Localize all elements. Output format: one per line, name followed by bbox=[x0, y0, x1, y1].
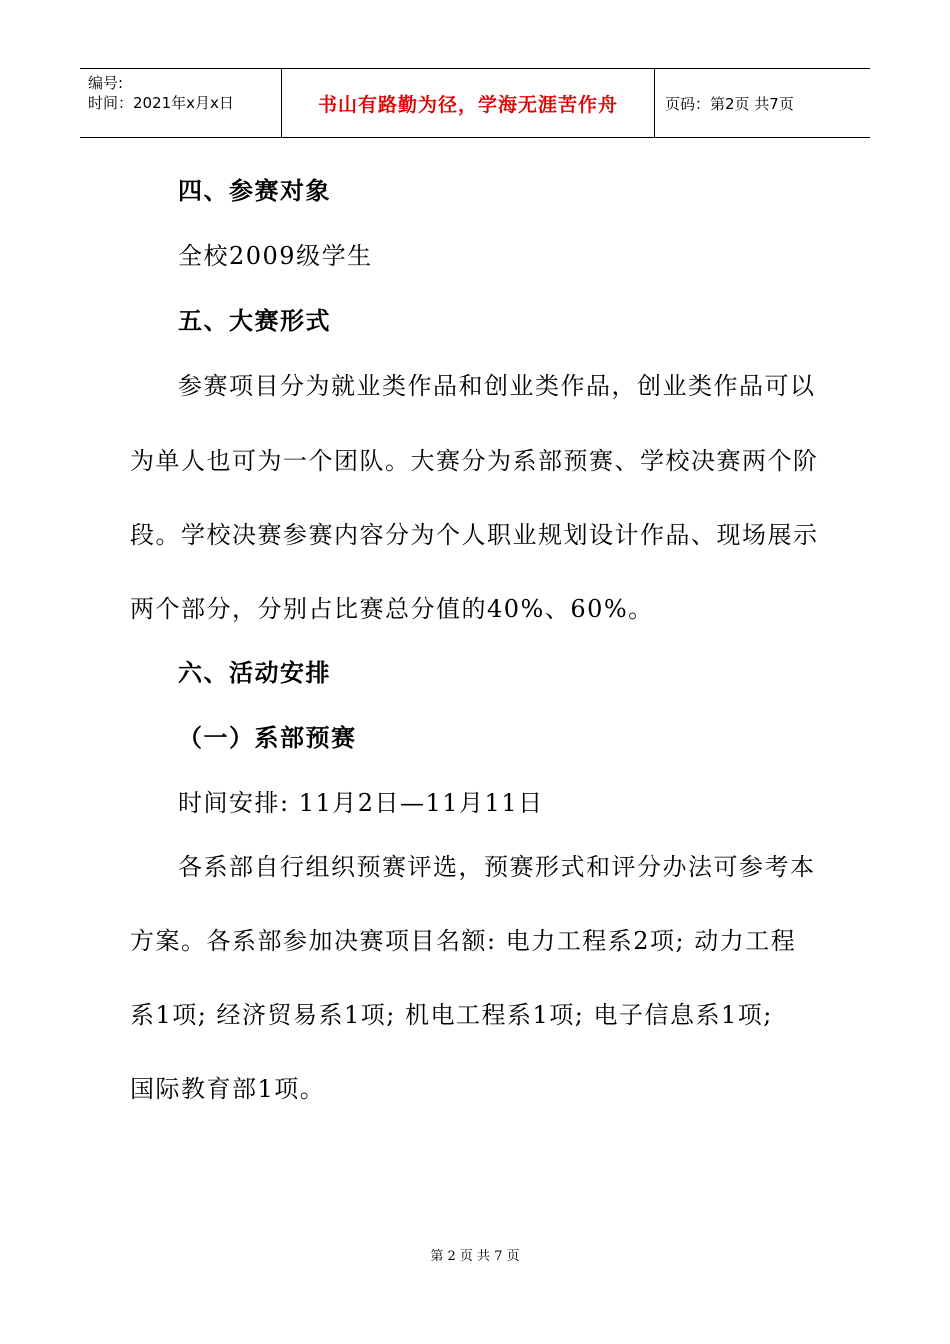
header-motto: 书山有路勤为径，学海无涯苦作舟 bbox=[282, 69, 655, 137]
paragraph-format-line-4: 两个部分，分别占比赛总分值的40%、60%。 bbox=[130, 595, 654, 623]
header-page-info: 页码：第2页 共7页 bbox=[665, 94, 794, 113]
document-number-label: 编号: bbox=[88, 74, 124, 92]
paragraph-preliminary-line-2: 方案。各系部参加决赛项目名额: 电力工程系2项; 动力工程 bbox=[130, 927, 797, 955]
section-heading-4: 四、参赛对象 bbox=[178, 177, 331, 205]
paragraph-preliminary-line-1: 各系部自行组织预赛评选，预赛形式和评分办法可参考本 bbox=[178, 853, 816, 881]
section-heading-5: 五、大赛形式 bbox=[178, 307, 331, 335]
subsection-heading-preliminary: （一）系部预赛 bbox=[178, 724, 357, 752]
header-meta bbox=[80, 69, 282, 137]
paragraph-format-line-1: 参赛项目分为就业类作品和创业类作品，创业类作品可以 bbox=[178, 372, 816, 400]
paragraph-participants: 全校2009级学生 bbox=[178, 242, 373, 270]
paragraph-format-line-3: 段。学校决赛参赛内容分为个人职业规划设计作品、现场展示 bbox=[130, 521, 819, 549]
section-heading-6: 六、活动安排 bbox=[178, 659, 331, 687]
page-header bbox=[80, 68, 870, 138]
paragraph-preliminary-line-4: 国际教育部1项。 bbox=[130, 1075, 326, 1103]
page-footer: 第 2 页 共 7 页 bbox=[430, 1249, 520, 1264]
paragraph-format-line-2: 为单人也可为一个团队。大赛分为系部预赛、学校决赛两个阶 bbox=[130, 447, 819, 475]
document-time-label: 时间：2021年x月x日 bbox=[88, 94, 234, 112]
schedule-line: 时间安排: 11月2日—11月11日 bbox=[178, 789, 544, 817]
paragraph-preliminary-line-3: 系1项; 经济贸易系1项; 机电工程系1项; 电子信息系1项; bbox=[130, 1001, 773, 1029]
